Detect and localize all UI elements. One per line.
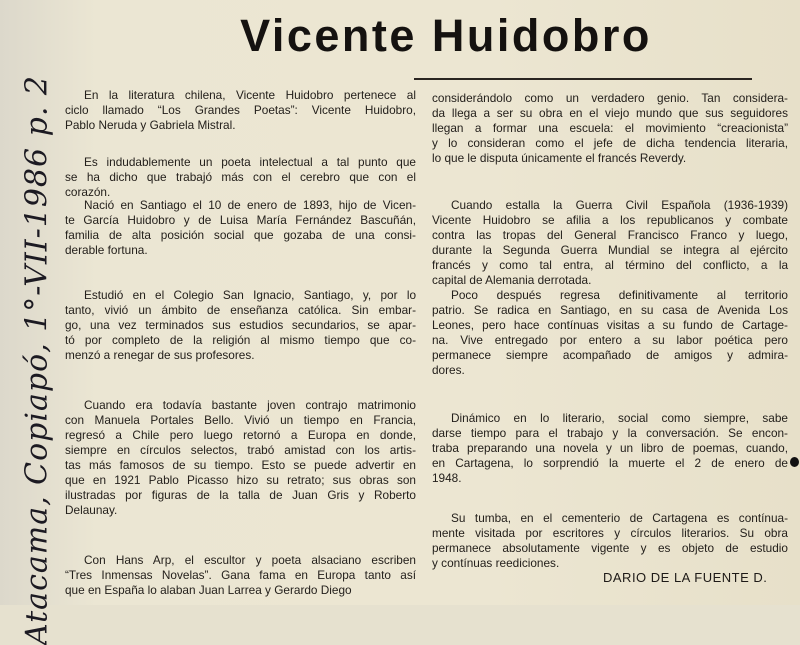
text-line: familia de alta posición social que gozaba de una consi- <box>65 228 416 242</box>
text-line: lo que le disputa únicamente el francés Reverdy. <box>432 151 687 165</box>
text-line: que en España lo alaban Juan Larrea y Gerardo Diego <box>65 583 352 597</box>
text-line: durante la Segunda Guerra Mundial se integra al ejército <box>432 243 788 257</box>
text-line: da llega a ser su obra en el viejo mundo que sus seguidores <box>432 106 788 120</box>
text-line: dores. <box>432 363 465 377</box>
text-line: tó por completo de la religión al mismo tiempo que co- <box>65 333 416 347</box>
paragraph <box>432 198 788 288</box>
text-line: francés y como tal entra, al término del conflicto, a la <box>432 258 788 272</box>
text-line: te García Huidobro y de Luisa María Fernández Bascuñán, <box>65 213 416 227</box>
text-line: Estudió en el Colegio San Ignacio, Santiago, y, por lo <box>84 288 416 302</box>
text-line: traba preparando una novela y un libro de poemas, cuando, <box>432 441 788 455</box>
paragraph <box>432 411 788 486</box>
text-line: Delaunay. <box>65 503 118 517</box>
text-line: regresó a Chile pero luego retornó a Europa en donde, <box>65 428 416 442</box>
text-line: Pablo Neruda y Gabriela Mistral. <box>65 118 236 132</box>
text-line: menzó a renegar de sus profesores. <box>65 348 255 362</box>
text-line: darse tiempo para el trabajo y la conversación. Se encon- <box>432 426 788 440</box>
author-signature: DARIO DE LA FUENTE D. <box>603 570 768 585</box>
text-line: considerándolo como un verdadero genio. Tan considera- <box>432 91 788 105</box>
paragraph <box>65 398 416 518</box>
text-line: Cuando era todavía bastante joven contrajo matrimonio <box>84 398 416 412</box>
text-line: Es indudablemente un poeta intelectual a tal punto que <box>84 155 416 169</box>
paragraph <box>65 288 416 363</box>
text-line: en Cartagena, lo sorprendió la muerte el 2 de enero de <box>432 456 788 470</box>
ink-blot <box>790 457 799 467</box>
paragraph <box>432 288 788 378</box>
paragraph <box>65 155 416 200</box>
paragraph <box>65 553 416 598</box>
text-line: capital de Alemania derrotada. <box>432 273 592 287</box>
text-line: que en 1921 Pablo Picasso hizo su retrato; sus obras son <box>65 473 416 487</box>
text-line: Leones, pero hace contínuas visitas a su fundo de Cartage- <box>432 318 788 332</box>
text-line: mente visitada por escritores y círculos literarios. Su obra <box>432 526 788 540</box>
text-line: corazón. <box>65 185 111 199</box>
text-line: “Tres Inmensas Novelas”. Gana fama en Europa tanto así <box>65 568 416 582</box>
text-line: derable fortuna. <box>65 243 148 257</box>
text-line: Cuando estalla la Guerra Civil Española (1936-1939) <box>451 198 788 212</box>
text-line: En la literatura chilena, Vicente Huidobro pertenece al <box>84 88 416 102</box>
text-line: go, una vez terminados sus estudios secundarios, se apar- <box>65 318 416 332</box>
text-line: contra las tropas del General Francisco Franco y luego, <box>432 228 788 242</box>
text-line: Vicente Huidobro se afilia a los republicanos y combate <box>432 213 788 227</box>
text-line: Poco después regresa definitivamente al territorio <box>451 288 788 302</box>
text-line: se ha dicho que trabajó más con el cerebro que con el <box>65 170 416 184</box>
text-line: Su tumba, en el cementerio de Cartagena es contínua- <box>451 511 788 525</box>
paragraph <box>65 88 416 133</box>
text-line: con Manuela Portales Bello. Vivió un tiempo en Francia, <box>65 413 416 427</box>
text-line: patrio. Se radica en Santiago, en su casa de Avenida Los <box>432 303 788 317</box>
text-line: na. Vive entregado por entero a su labor poética pero <box>432 333 788 347</box>
paragraph <box>65 198 416 258</box>
paragraph <box>432 511 788 571</box>
text-line: 1948. <box>432 471 462 485</box>
text-line: permanece absolutamente vigente y es objeto de estudio <box>432 541 788 555</box>
paragraph <box>432 91 788 166</box>
text-line: permanece siempre acompañado de amigos y admira- <box>432 348 788 362</box>
title-rule <box>414 78 752 80</box>
text-line: y lo consideran como el jefe de dicha tendencia literaria, <box>432 136 788 150</box>
text-line: tas más famosos de su tiempo. Esto se puede advertir en <box>65 458 416 472</box>
text-line: Dinámico en lo literario, social como siempre, sabe <box>451 411 788 425</box>
article-title: Vicente Huidobro <box>240 10 652 61</box>
text-line: llegan a formar una escuela: el movimiento “creacionista” <box>432 121 788 135</box>
text-line: y contínuas reediciones. <box>432 556 560 570</box>
text-line: tanto, vivió un ámbito de enseñanza católica. Sin embar- <box>65 303 416 317</box>
text-line: siempre en círculos selectos, trabó amistad con los artis- <box>65 443 416 457</box>
handwritten-note: Atacama, Copiapó, 1°-VII-1986 p. 2 <box>19 74 55 645</box>
text-line: ilustradas por figuras de la talla de Juan Gris y Roberto <box>65 488 416 502</box>
text-line: Con Hans Arp, el escultor y poeta alsaciano escriben <box>84 553 416 567</box>
text-line: Nació en Santiago el 10 de enero de 1893, hijo de Vicen- <box>84 198 416 212</box>
text-line: ciclo llamado “Los Grandes Poetas”: Vicente Huidobro, <box>65 103 416 117</box>
